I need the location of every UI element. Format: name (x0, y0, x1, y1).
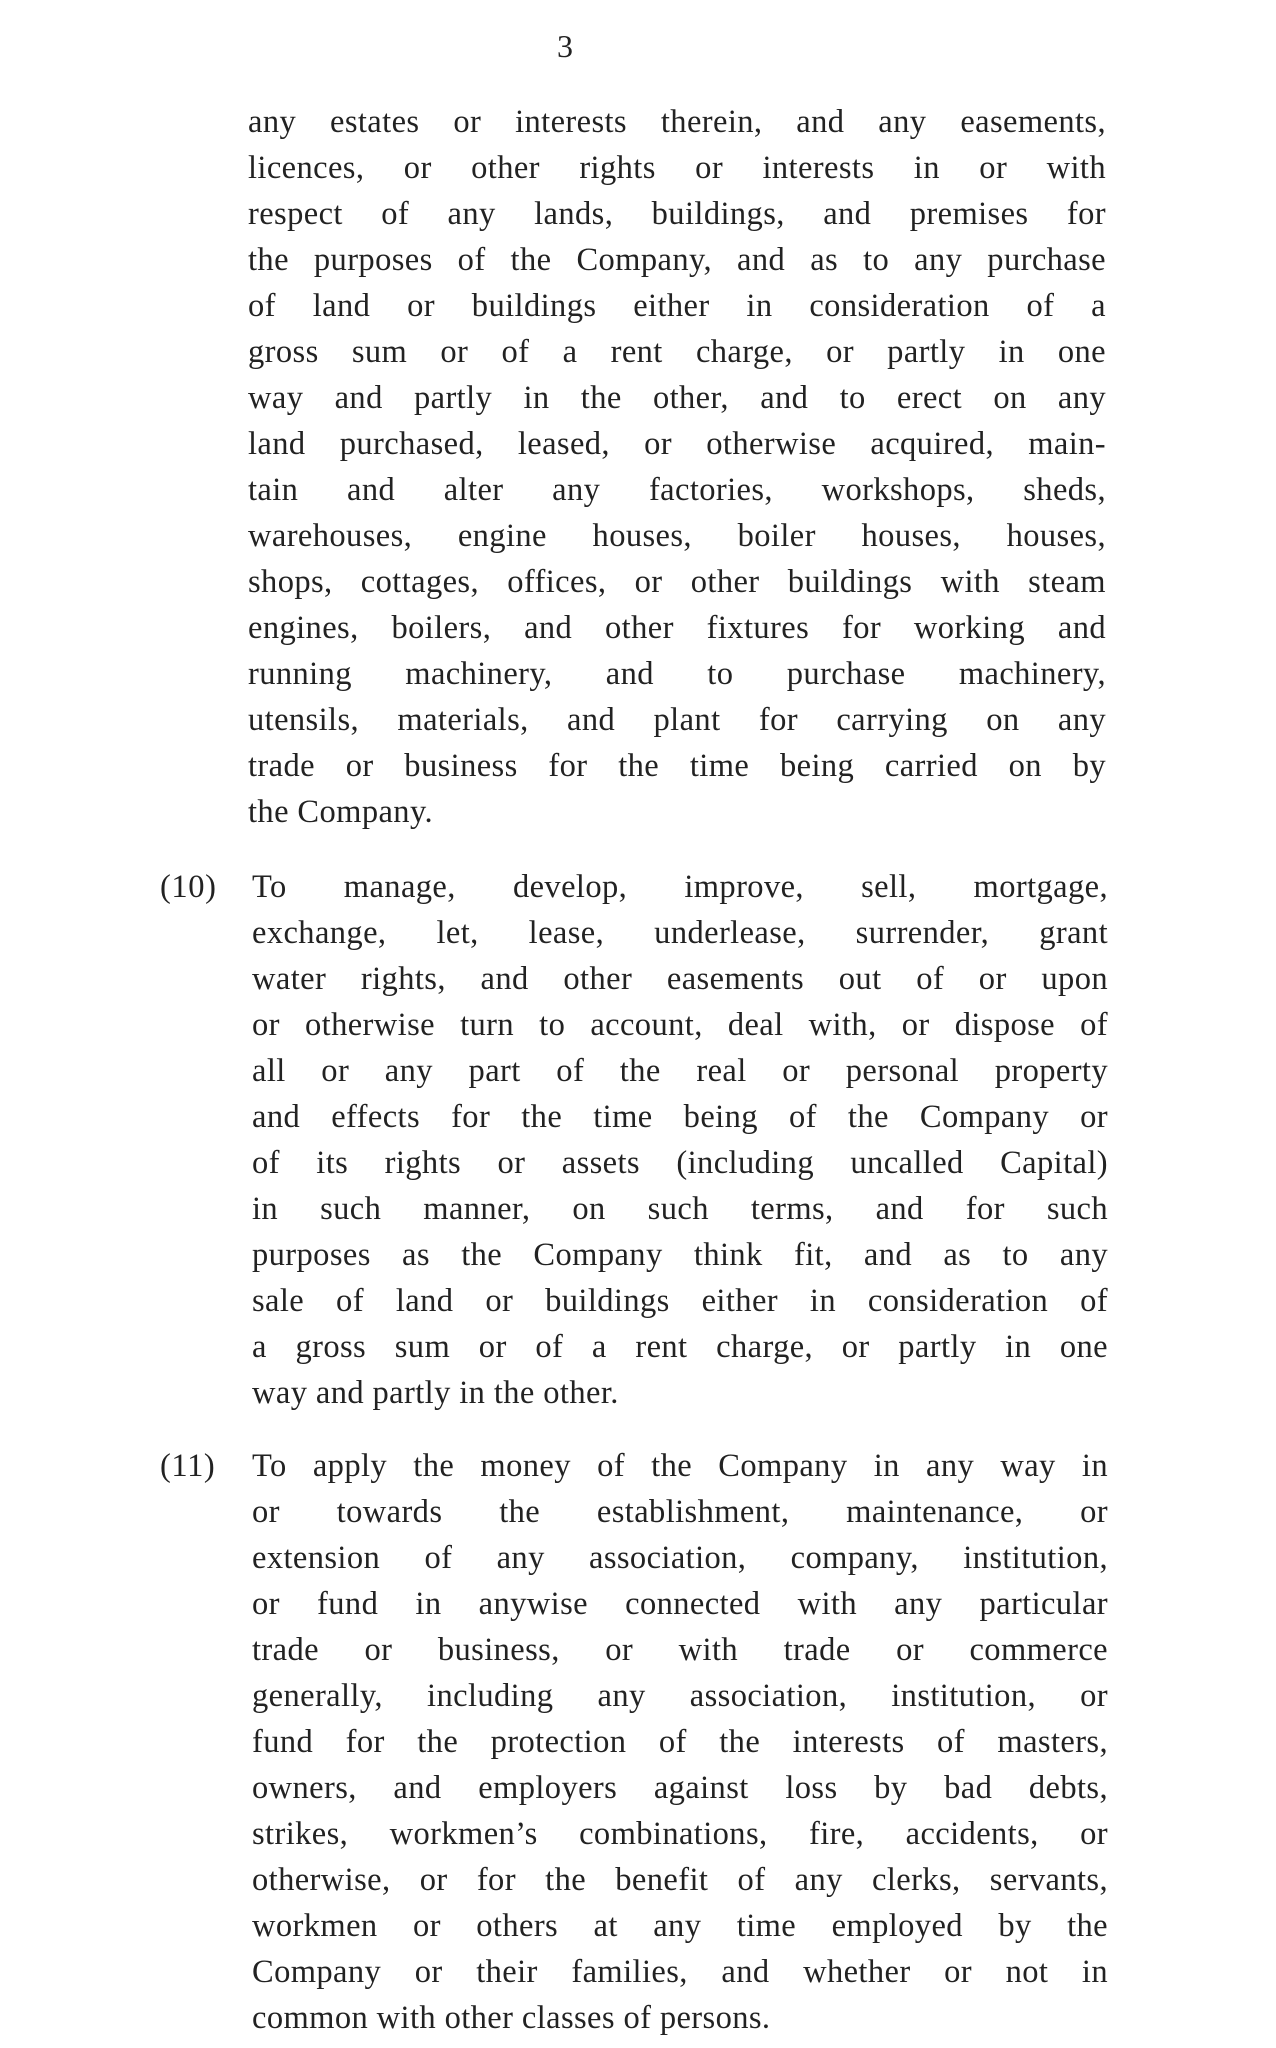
page-number: 3 (557, 28, 573, 64)
text-line: in such manner, on such terms, and for such (252, 1191, 1108, 1227)
text-line: warehouses, engine houses, boiler houses, houses, (248, 518, 1106, 554)
text-line: all or any part of the real or personal property (252, 1053, 1108, 1089)
text-line: land purchased, leased, or otherwise acquired, main- (248, 426, 1106, 462)
text-line: any estates or interests therein, and any easements, (248, 104, 1106, 140)
text-line: trade or business for the time being carried on by (248, 748, 1106, 784)
text-line: running machinery, and to purchase machinery, (248, 656, 1106, 692)
text-line: water rights, and other easements out of or upon (252, 961, 1108, 997)
paragraph-11 (252, 1443, 1108, 2041)
paragraph-number: (11) (160, 1448, 216, 1484)
paragraph-10 (252, 864, 1108, 1416)
text-line: generally, including any association, institution, or (252, 1678, 1108, 1714)
text-line: or otherwise turn to account, deal with, or dispose of (252, 1007, 1108, 1043)
text-line: of its rights or assets (including uncalled Capital) (252, 1145, 1108, 1181)
text-line: otherwise, or for the benefit of any clerks, servants, (252, 1862, 1108, 1898)
text-line: extension of any association, company, institution, (252, 1540, 1108, 1576)
text-line: respect of any lands, buildings, and premises for (248, 196, 1106, 232)
text-line: To manage, develop, improve, sell, mortgage, (252, 869, 1108, 905)
paragraph-continuation (248, 99, 1106, 835)
text-line: way and partly in the other. (252, 1375, 619, 1411)
text-line: way and partly in the other, and to erect on any (248, 380, 1106, 416)
text-line: of land or buildings either in consideration of a (248, 288, 1106, 324)
text-line: shops, cottages, offices, or other buildings with steam (248, 564, 1106, 600)
text-line: purposes as the Company think fit, and as to any (252, 1237, 1108, 1273)
text-line: or towards the establishment, maintenance, or (252, 1494, 1108, 1530)
text-line: a gross sum or of a rent charge, or partly in one (252, 1329, 1108, 1365)
text-line: Company or their families, and whether or not in (252, 1954, 1108, 1990)
text-line: common with other classes of persons. (252, 2000, 771, 2036)
text-line: or fund in anywise connected with any particular (252, 1586, 1108, 1622)
text-line: strikes, workmen’s combinations, fire, accidents, or (252, 1816, 1108, 1852)
text-line: utensils, materials, and plant for carrying on any (248, 702, 1106, 738)
text-line: fund for the protection of the interests of masters, (252, 1724, 1108, 1760)
text-line: workmen or others at any time employed by the (252, 1908, 1108, 1944)
text-line: gross sum or of a rent charge, or partly in one (248, 334, 1106, 370)
text-line: licences, or other rights or interests in or with (248, 150, 1106, 186)
text-line: engines, boilers, and other fixtures for working and (248, 610, 1106, 646)
paragraph-number: (10) (160, 869, 217, 905)
text-line: exchange, let, lease, underlease, surrender, grant (252, 915, 1108, 951)
text-line: the purposes of the Company, and as to any purchase (248, 242, 1106, 278)
text-line: sale of land or buildings either in consideration of (252, 1283, 1108, 1319)
text-line: and effects for the time being of the Company or (252, 1099, 1108, 1135)
text-line: To apply the money of the Company in any way in (252, 1448, 1108, 1484)
text-line: owners, and employers against loss by bad debts, (252, 1770, 1108, 1806)
text-line: the Company. (248, 794, 434, 830)
text-line: trade or business, or with trade or commerce (252, 1632, 1108, 1668)
text-line: tain and alter any factories, workshops, sheds, (248, 472, 1106, 508)
